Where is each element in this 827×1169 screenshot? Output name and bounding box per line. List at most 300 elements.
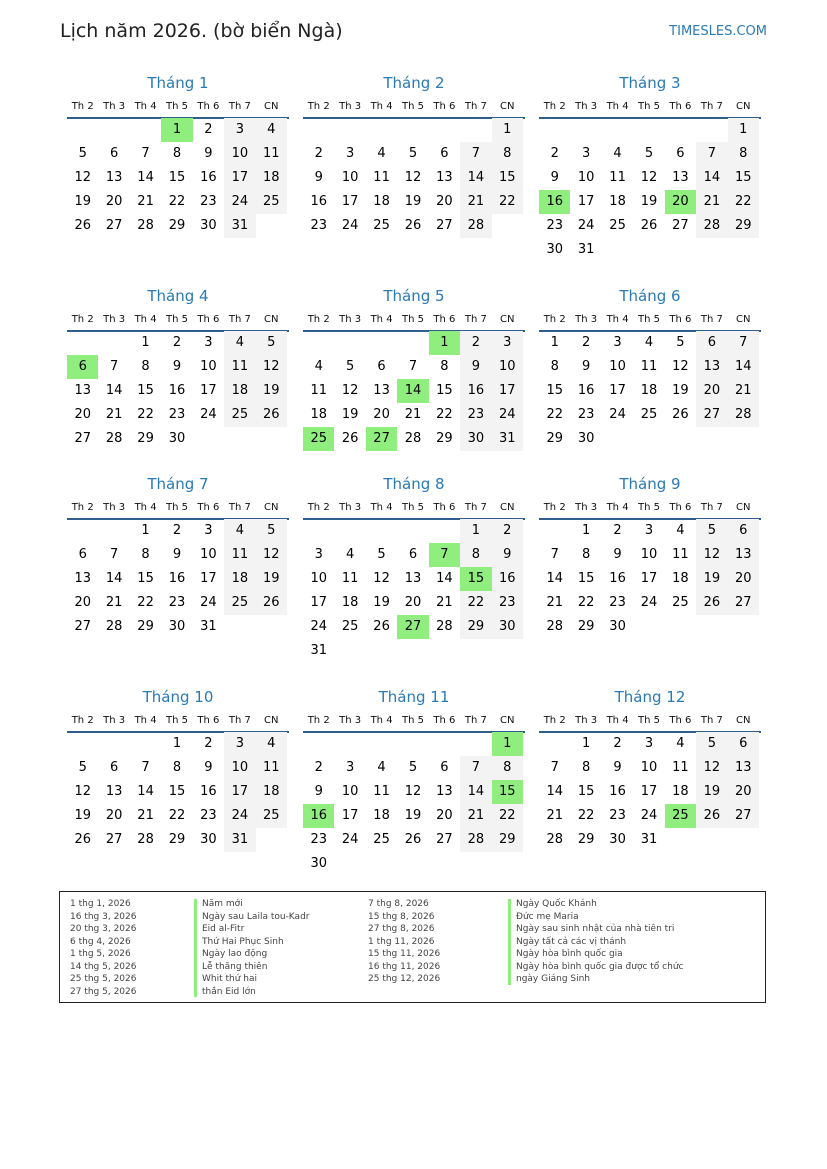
weekday-label: Th 3	[339, 101, 362, 112]
weekday-header	[303, 502, 525, 516]
weekday-label: Th 4	[134, 502, 157, 513]
day-cell: 5	[408, 146, 418, 161]
day-cell: 19	[640, 194, 658, 209]
day-cell: 7	[696, 142, 727, 166]
day-cell: 12	[256, 543, 287, 567]
day-cell: 28	[546, 832, 563, 847]
holiday-day-cell: 7	[429, 543, 460, 567]
weekday-label: Th 6	[669, 314, 692, 325]
day-cell: 17	[492, 379, 523, 403]
month-name: Tháng 4	[147, 287, 209, 305]
day-cell: 31	[577, 242, 595, 257]
day-cell: 16	[577, 383, 595, 398]
day-cell: 9	[613, 760, 622, 775]
day-cell: 25	[373, 218, 390, 233]
day-cell: 1	[492, 118, 523, 142]
weekday-label: Th 6	[433, 715, 456, 726]
day-cell: 9	[172, 359, 182, 374]
legend-entry: 20 thg 3, 2026	[70, 924, 137, 934]
legend-entry: 1 thg 5, 2026	[70, 949, 131, 959]
day-cell: 10	[310, 571, 327, 586]
weekday-header	[539, 715, 761, 729]
day-cell: 5	[696, 519, 727, 543]
weekday-label: Th 7	[228, 101, 251, 112]
day-cell: 23	[609, 808, 626, 823]
day-cell: 26	[404, 832, 422, 847]
day-cell: 3	[581, 146, 591, 161]
day-cell: 20	[74, 595, 91, 610]
day-cell: 20	[728, 780, 759, 804]
day-cell: 11	[672, 547, 689, 562]
day-cell: 2	[492, 519, 523, 543]
day-cell: 8	[460, 543, 491, 567]
weekday-label: Th 4	[134, 101, 157, 112]
weekday-label: Th 5	[637, 715, 660, 726]
day-cell: 4	[613, 146, 622, 161]
day-cell: 10	[200, 359, 217, 374]
holiday-day-cell: 1	[429, 331, 460, 355]
holiday-day-cell: 1	[492, 732, 523, 756]
weekday-label: Th 6	[433, 314, 456, 325]
weekday-label: Th 6	[197, 101, 220, 112]
day-cell: 19	[74, 194, 91, 209]
day-cell: 31	[224, 214, 255, 238]
day-cell: 23	[546, 218, 563, 233]
weekday-label: Th 4	[134, 715, 157, 726]
day-cell: 11	[672, 760, 689, 775]
day-cell: 20	[696, 379, 727, 403]
day-cell: 13	[728, 543, 759, 567]
day-cell: 26	[404, 218, 422, 233]
day-cell: 14	[696, 166, 727, 190]
day-cell: 12	[74, 784, 91, 799]
day-cell: 13	[696, 355, 727, 379]
day-cell: 23	[609, 595, 626, 610]
day-cell: 9	[314, 784, 323, 799]
day-cell: 22	[436, 407, 453, 422]
weekday-label: Th 6	[433, 101, 456, 112]
day-cell: 23	[200, 808, 217, 823]
day-cell: 8	[172, 760, 182, 775]
day-cell: 3	[204, 523, 213, 538]
holiday-day-cell: 20	[665, 190, 696, 214]
weekday-label: Th 5	[165, 502, 188, 513]
day-cell: 24	[200, 595, 217, 610]
weekday-label: Th 5	[165, 101, 188, 112]
day-cell: 17	[224, 166, 255, 190]
day-cell: 9	[581, 359, 591, 374]
weekday-label: Th 4	[606, 314, 629, 325]
weekday-label: Th 3	[103, 715, 126, 726]
day-cell: 24	[310, 619, 327, 634]
day-cell: 27	[105, 832, 123, 847]
day-cell: 9	[492, 543, 523, 567]
day-cell: 11	[373, 784, 390, 799]
day-cell: 2	[204, 122, 213, 137]
day-cell: 1	[581, 736, 591, 751]
day-cell: 12	[696, 756, 727, 780]
day-cell: 28	[460, 828, 491, 852]
day-cell: 23	[310, 218, 327, 233]
day-cell: 22	[137, 407, 154, 422]
day-cell: 30	[168, 619, 186, 634]
weekday-label: Th 5	[637, 314, 660, 325]
day-cell: 4	[256, 118, 287, 142]
month-name: Tháng 12	[614, 688, 686, 706]
day-cell: 27	[728, 591, 759, 615]
legend-entry: thần Eid lớn	[202, 986, 256, 997]
month-name: Tháng 5	[383, 287, 445, 305]
day-cell: 26	[74, 832, 91, 847]
day-cell: 14	[105, 383, 123, 398]
day-cell: 30	[168, 431, 186, 446]
day-cell: 23	[310, 832, 327, 847]
legend-entry: 15 thg 8, 2026	[368, 911, 435, 922]
day-cell: 3	[492, 331, 523, 355]
day-cell: 6	[440, 760, 449, 775]
day-cell: 27	[672, 218, 689, 233]
weekday-label: CN	[736, 715, 751, 726]
day-cell: 17	[200, 383, 217, 398]
holiday-day-cell: 15	[492, 780, 523, 804]
day-cell: 22	[546, 407, 563, 422]
weekday-header	[303, 314, 525, 328]
legend-right-bar	[508, 899, 511, 985]
day-cell: 12	[373, 571, 390, 586]
day-cell: 15	[577, 784, 595, 799]
day-cell: 15	[168, 784, 186, 799]
holiday-day-cell: 25	[665, 804, 696, 828]
day-cell: 22	[728, 190, 759, 214]
day-cell: 21	[460, 804, 491, 828]
day-cell: 12	[404, 170, 422, 185]
day-cell: 17	[341, 194, 359, 209]
weekday-label: Th 5	[165, 314, 188, 325]
day-cell: 3	[345, 760, 355, 775]
weekday-label: Th 3	[575, 715, 598, 726]
day-cell: 15	[436, 383, 453, 398]
day-cell: 30	[492, 615, 523, 639]
weekday-label: Th 7	[464, 101, 487, 112]
weekday-header	[303, 101, 525, 115]
day-cell: 21	[696, 190, 727, 214]
holiday-day-cell: 14	[397, 379, 428, 403]
day-cell: 13	[672, 170, 689, 185]
day-cell: 2	[204, 736, 213, 751]
day-cell: 7	[408, 359, 418, 374]
day-cell: 20	[74, 407, 91, 422]
day-cell: 18	[672, 571, 689, 586]
day-cell: 18	[373, 194, 390, 209]
day-cell: 18	[256, 166, 287, 190]
day-cell: 26	[696, 804, 727, 828]
day-cell: 4	[224, 331, 255, 355]
day-cell: 17	[310, 595, 327, 610]
day-cell: 16	[168, 383, 186, 398]
legend-left-bar	[194, 899, 197, 997]
day-cell: 29	[728, 214, 759, 238]
legend-entry: 27 thg 8, 2026	[368, 924, 435, 934]
day-cell: 6	[440, 146, 449, 161]
day-cell: 19	[74, 808, 91, 823]
day-cell: 15	[168, 170, 186, 185]
day-cell: 31	[200, 619, 217, 634]
day-cell: 19	[373, 595, 390, 610]
day-cell: 31	[310, 643, 327, 658]
day-cell: 27	[436, 218, 453, 233]
day-cell: 5	[256, 331, 287, 355]
day-cell: 29	[577, 619, 595, 634]
day-cell: 12	[256, 355, 287, 379]
legend-entry: Lễ thăng thiên	[202, 961, 268, 972]
day-cell: 26	[672, 407, 689, 422]
day-cell: 6	[377, 359, 386, 374]
day-cell: 25	[256, 804, 287, 828]
day-cell: 9	[204, 146, 213, 161]
day-cell: 13	[74, 571, 91, 586]
weekday-label: Th 3	[103, 101, 126, 112]
month-name: Tháng 10	[142, 688, 214, 706]
day-cell: 28	[105, 431, 123, 446]
day-cell: 19	[256, 567, 287, 591]
day-cell: 15	[137, 383, 154, 398]
day-cell: 7	[550, 760, 559, 775]
day-cell: 5	[696, 732, 727, 756]
day-cell: 15	[137, 571, 154, 586]
day-cell: 2	[172, 523, 182, 538]
day-cell: 31	[224, 828, 255, 852]
day-cell: 10	[224, 142, 255, 166]
day-cell: 24	[341, 832, 359, 847]
day-cell: 24	[224, 190, 255, 214]
day-cell: 8	[581, 547, 591, 562]
weekday-header	[67, 314, 289, 328]
weekday-label: CN	[264, 502, 279, 513]
weekday-label: Th 7	[700, 715, 723, 726]
weekday-label: CN	[500, 101, 515, 112]
day-cell: 3	[644, 523, 654, 538]
day-cell: 10	[224, 756, 255, 780]
weekday-label: Th 7	[464, 314, 487, 325]
legend-entry: Thứ Hai Phục Sinh	[202, 936, 284, 947]
day-cell: 22	[460, 591, 491, 615]
weekday-header	[67, 101, 289, 115]
day-cell: 11	[256, 142, 287, 166]
day-cell: 31	[492, 427, 523, 451]
day-cell: 21	[728, 379, 759, 403]
legend-entry: 27 thg 5, 2026	[70, 986, 137, 997]
day-cell: 14	[436, 571, 453, 586]
day-cell: 9	[314, 170, 323, 185]
day-cell: 18	[224, 379, 255, 403]
weekday-label: CN	[264, 715, 279, 726]
day-cell: 23	[168, 595, 186, 610]
day-cell: 18	[310, 407, 327, 422]
weekday-label: Th 5	[637, 502, 660, 513]
day-cell: 25	[256, 190, 287, 214]
legend-entry: Ngày Quốc Khánh	[516, 899, 597, 909]
legend-right-names	[516, 898, 683, 986]
weekday-label: Th 3	[575, 314, 598, 325]
day-cell: 18	[373, 808, 390, 823]
day-cell: 29	[492, 828, 523, 852]
holiday-day-cell: 1	[161, 118, 192, 142]
day-cell: 19	[256, 379, 287, 403]
day-cell: 11	[640, 359, 658, 374]
day-cell: 5	[256, 519, 287, 543]
day-cell: 22	[577, 595, 595, 610]
day-cell: 24	[577, 218, 595, 233]
day-cell: 24	[341, 218, 359, 233]
day-cell: 16	[168, 571, 186, 586]
weekday-label: Th 2	[543, 314, 566, 325]
day-cell: 6	[109, 760, 119, 775]
legend-entry: Ngày tất cả các vị thánh	[516, 936, 627, 947]
day-cell: 31	[640, 832, 658, 847]
day-cell: 6	[728, 519, 759, 543]
day-cell: 1	[141, 335, 150, 350]
weekday-header	[539, 101, 761, 115]
day-cell: 18	[224, 567, 255, 591]
day-cell: 11	[256, 756, 287, 780]
weekday-label: Th 2	[543, 101, 566, 112]
day-cell: 18	[640, 383, 658, 398]
day-cell: 27	[696, 403, 727, 427]
holiday-day-cell: 16	[303, 804, 334, 828]
day-cell: 19	[341, 407, 359, 422]
day-cell: 30	[546, 242, 563, 257]
day-cell: 6	[696, 331, 727, 355]
day-cell: 21	[137, 194, 154, 209]
weekday-label: CN	[500, 715, 515, 726]
weekday-label: Th 5	[165, 715, 188, 726]
weekday-label: Th 4	[606, 502, 629, 513]
day-cell: 14	[460, 780, 491, 804]
day-cell: 29	[137, 619, 154, 634]
day-cell: 24	[640, 808, 658, 823]
day-cell: 3	[204, 335, 213, 350]
weekday-label: Th 3	[339, 715, 362, 726]
day-cell: 30	[310, 856, 327, 871]
day-cell: 9	[550, 170, 559, 185]
weekday-label: Th 2	[71, 715, 94, 726]
day-cell: 8	[172, 146, 182, 161]
day-cell: 22	[577, 808, 595, 823]
day-cell: 29	[137, 431, 154, 446]
day-cell: 5	[644, 146, 654, 161]
weekday-label: Th 2	[543, 502, 566, 513]
day-cell: 24	[200, 407, 217, 422]
day-cell: 20	[105, 194, 123, 209]
day-cell: 20	[105, 808, 123, 823]
day-cell: 21	[105, 407, 123, 422]
day-cell: 11	[341, 571, 359, 586]
weekday-label: Th 3	[339, 314, 362, 325]
weekday-label: CN	[500, 502, 515, 513]
day-cell: 13	[436, 170, 453, 185]
month-name: Tháng 11	[378, 688, 450, 706]
weekday-label: Th 3	[103, 314, 126, 325]
day-cell: 26	[74, 218, 91, 233]
legend-right-dates	[368, 898, 440, 986]
day-cell: 22	[168, 194, 186, 209]
day-cell: 17	[341, 808, 359, 823]
day-cell: 28	[404, 431, 422, 446]
weekday-label: Th 4	[606, 715, 629, 726]
day-cell: 15	[492, 166, 523, 190]
day-cell: 26	[640, 218, 658, 233]
day-cell: 13	[373, 383, 390, 398]
day-cell: 20	[436, 194, 453, 209]
day-cell: 26	[696, 591, 727, 615]
day-cell: 11	[310, 383, 327, 398]
weekday-label: Th 5	[401, 101, 424, 112]
day-cell: 20	[728, 567, 759, 591]
weekday-label: CN	[264, 314, 279, 325]
day-cell: 23	[168, 407, 186, 422]
day-cell: 16	[492, 567, 523, 591]
weekday-label: Th 3	[339, 502, 362, 513]
weekday-label: Th 7	[464, 502, 487, 513]
weekday-header	[303, 715, 525, 729]
day-cell: 19	[696, 567, 727, 591]
day-cell: 3	[224, 118, 255, 142]
weekday-label: CN	[736, 101, 751, 112]
holiday-day-cell: 27	[366, 427, 397, 451]
legend-entry: Whit thứ hai	[202, 974, 258, 984]
day-cell: 19	[404, 194, 422, 209]
weekday-label: Th 7	[228, 314, 251, 325]
day-cell: 13	[404, 571, 422, 586]
weekday-label: Th 7	[700, 314, 723, 325]
weekday-label: CN	[500, 314, 515, 325]
legend-entry: 6 thg 4, 2026	[70, 936, 131, 947]
day-cell: 20	[436, 808, 453, 823]
day-cell: 1	[728, 118, 759, 142]
day-cell: 25	[224, 591, 255, 615]
day-cell: 8	[492, 142, 523, 166]
day-cell: 9	[204, 760, 213, 775]
weekday-label: Th 3	[575, 101, 598, 112]
day-cell: 24	[492, 403, 523, 427]
day-cell: 29	[168, 218, 186, 233]
legend-entry: Ngày sau Laila tou-Kadr	[202, 911, 310, 922]
day-cell: 14	[728, 355, 759, 379]
weekday-label: Th 2	[307, 715, 330, 726]
day-cell: 26	[341, 431, 359, 446]
legend-entry: 1 thg 11, 2026	[368, 936, 435, 947]
page-title: Lịch năm 2026. (bờ biển Ngà)	[60, 20, 343, 42]
day-cell: 4	[644, 335, 654, 350]
day-cell: 8	[141, 547, 150, 562]
weekday-header	[67, 502, 289, 516]
day-cell: 12	[696, 543, 727, 567]
weekday-label: Th 6	[197, 314, 220, 325]
weekday-label: CN	[736, 502, 751, 513]
day-cell: 22	[492, 804, 523, 828]
holiday-day-cell: 6	[67, 355, 98, 379]
day-cell: 29	[460, 615, 491, 639]
weekday-label: Th 5	[401, 502, 424, 513]
legend-entry: ngày Giáng Sinh	[516, 974, 591, 984]
day-cell: 2	[314, 760, 323, 775]
legend-entry: 1 thg 1, 2026	[70, 899, 131, 909]
day-cell: 7	[109, 547, 119, 562]
weekday-label: Th 6	[433, 502, 456, 513]
site-link[interactable]: TIMESLES.COM	[669, 24, 767, 39]
day-cell: 14	[460, 166, 491, 190]
day-cell: 10	[640, 760, 658, 775]
